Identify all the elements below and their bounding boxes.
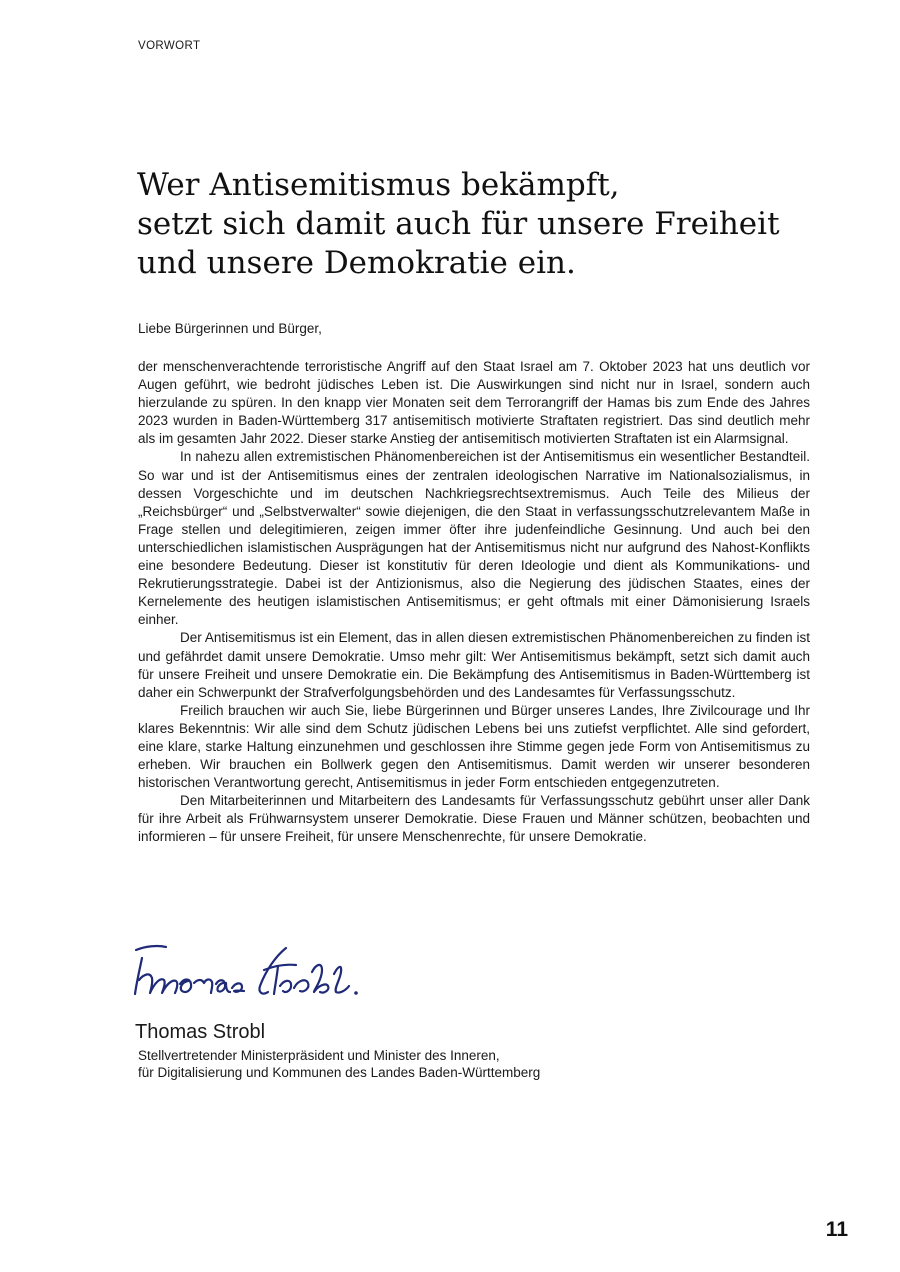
headline-line-3: und unsere Demokratie ein. xyxy=(137,245,576,281)
headline xyxy=(137,166,817,283)
handwritten-signature xyxy=(128,936,368,1008)
paragraph-2: In nahezu allen extremistischen Phänomenbereichen ist der Antisemitismus ein wesentlicher Bestandteil. So war und ist der Antisemitismus eines der zentralen ideologischen Narrative im Nationalsozialismus, in dessen Vorgeschichte und im deutschen Nachkriegsrechtsextremismus. Auch Teile des Milieus der „Reichsbürger“ und „Selbstverwalter“ sowie diejenigen, die den Staat in verfassungsschutzrelevantem Maße in Frage stellen und delegitimieren, zeigen immer öfter ihre judenfeindliche Gesinnung. Und auch bei den unterschiedlichen islamistischen Ausprägungen hat der Antisemitismus nicht nur aufgrund des Nahost-Konflikts eine besondere Bedeutung. Dieser ist konstitutiv für deren Ideologie und dient als Kommunikations- und Rekrutierungsstrategie. Dabei ist der Antizionismus, also die Negierung des jüdischen Staates, eines der Kernelemente des heutigen islamistischen Antisemitismus; er geht oftmals mit einer Dämonisierung Israels einher. xyxy=(138,449,810,628)
headline-line-2: setzt sich damit auch für unsere Freiheit xyxy=(137,206,780,242)
signer-title-line-2: für Digitalisierung und Kommunen des Landes Baden-Württemberg xyxy=(138,1065,541,1080)
paragraph-1: der menschenverachtende terroristische Angriff auf den Staat Israel am 7. Oktober 2023 hat uns deutlich vor Augen geführt, wie bedroht jüdisches Leben ist. Die Auswirkungen sind nicht nur in Israel, sondern auch hierzulande zu spüren. In den knapp vier Monaten seit dem Terrorangriff der Hamas bis zum Ende des Jahres 2023 wurden in Baden-Württemberg 317 antisemitisch motivierte Straftaten registriert. Das sind deutlich mehr als im gesamten Jahr 2022. Dieser starke Anstieg der antisemitisch motivierten Straftaten ist ein Alarmsignal. xyxy=(138,359,810,447)
page-number: 11 xyxy=(825,1218,848,1241)
signer-name: Thomas Strobl xyxy=(135,1021,266,1043)
paragraph-3: Der Antisemitismus ist ein Element, das in allen diesen extremistischen Phänomenbereichen zu finden ist und gefährdet damit unsere Demokratie. Umso mehr gilt: Wer Antisemitismus bekämpft, setzt sich damit auch für unsere Freiheit und unsere Demokratie ein. Die Bekämpfung des Antisemitismus in Baden-Württemberg ist daher ein Schwerpunkt der Strafverfolgungsbehörden und des Landesamtes für Verfassungsschutz. xyxy=(138,630,810,700)
letter-body xyxy=(138,358,810,847)
salutation: Liebe Bürgerinnen und Bürger, xyxy=(138,321,322,336)
paragraph-5: Den Mitarbeiterinnen und Mitarbeitern des Landesamts für Verfassungsschutz gebührt unser aller Dank für ihre Arbeit als Frühwarnsystem unserer Demokratie. Diese Frauen und Männer schützen, beobachten und informieren – für unsere Freiheit, für unsere Menschenrechte, für unsere Demokratie. xyxy=(138,793,810,845)
section-label: VORWORT xyxy=(138,40,201,52)
paragraph-4: Freilich brauchen wir auch Sie, liebe Bürgerinnen und Bürger unseres Landes, Ihre Zivilcourage und Ihr klares Bekenntnis: Wir alle sind dem Schutz jüdischen Lebens bei uns zutiefst verpflichtet. Alle sind gefordert, eine klare, starke Haltung einzunehmen und geschlossen ihre Stimme gegen jede Form von Antisemitismus zu erheben. Wir brauchen ein Bollwerk gegen den Antisemitismus. Damit werden wir unserer besonderen historischen Verantwortung gerecht, Antisemitismus in jeder Form entschieden entgegenzutreten. xyxy=(138,702,810,791)
headline-line-1: Wer Antisemitismus bekämpft, xyxy=(137,167,620,203)
signer-title-line-1: Stellvertretender Ministerpräsident und Minister des Inneren, xyxy=(138,1048,500,1063)
signer-title xyxy=(138,1047,540,1081)
